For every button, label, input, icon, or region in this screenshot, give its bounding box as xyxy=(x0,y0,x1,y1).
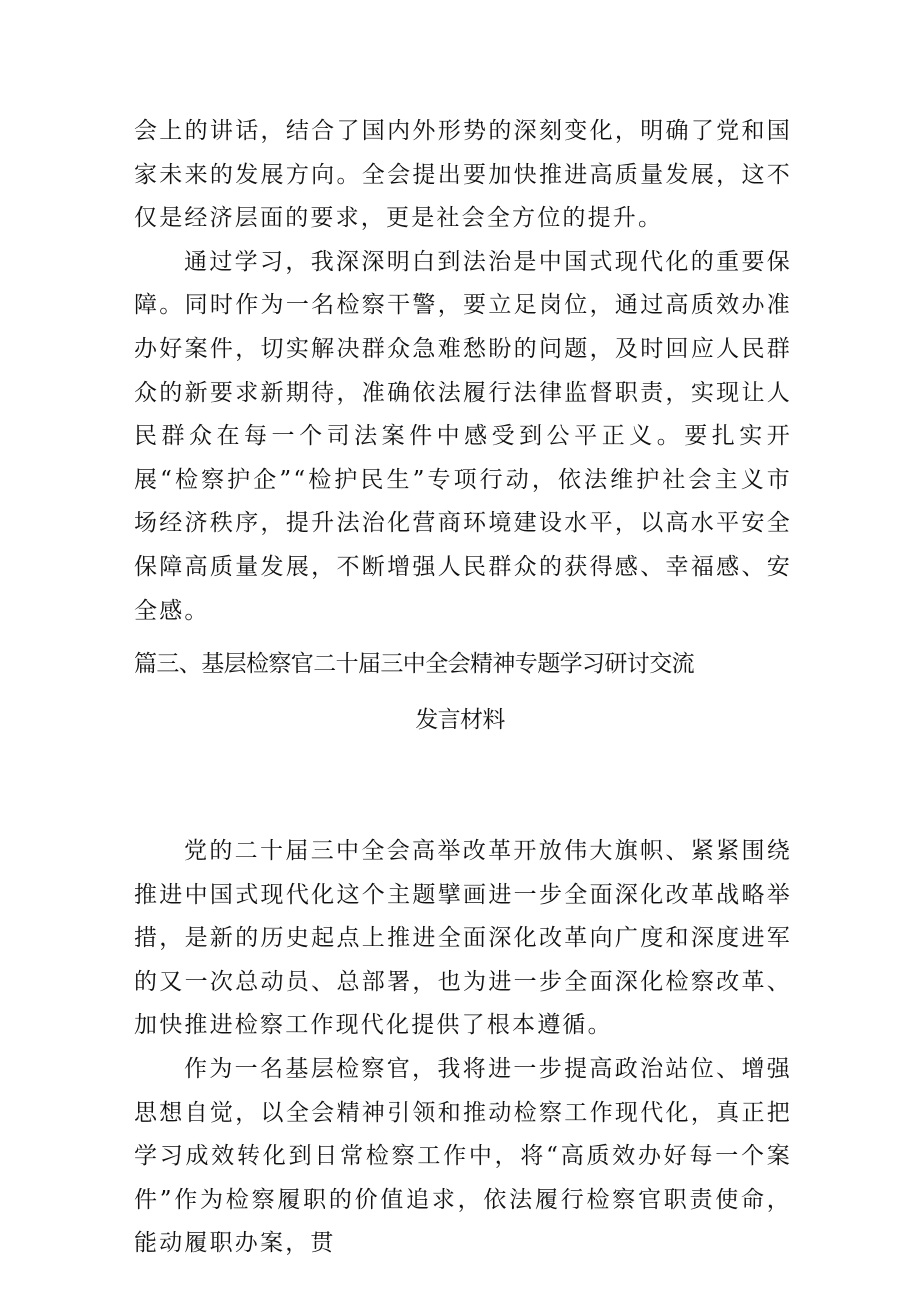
paragraph: 通过学习，我深深明白到法治是中国式现代化的重要保障。同时作为一名检察干警，要立足岗位，通过高质效办准办好案件，切实解决群众急难愁盼的问题，及时回应人民群众的新要求新期待，准确依法履行法律监督职责，实现让人民群众在每一个司法案件中感受到公平正义。要扎实开展“检察护企”“检护民生”专项行动，依法维护社会主义市场经济秩序，提升法治化营商环境建设水平，以高水平安全保障高质量发展，不断增强人民群众的获得感、幸福感、安全感。 xyxy=(134,248,792,624)
paragraph-continuation: 会上的讲话，结合了国内外形势的深刻变化，明确了党和国家未来的发展方向。全会提出要加快推进高质量发展，这不仅是经济层面的要求，更是社会全方位的提升。 xyxy=(134,118,792,232)
section-title: 篇三、基层检察官二十届三中全会精神专题学习研讨交流 xyxy=(134,651,695,677)
paragraph: 党的二十届三中全会高举改革开放伟大旗帜、紧紧围绕推进中国式现代化这个主题擘画进一步全面深化改革战略举措，是新的历史起点上推进全面深化改革向广度和深度进军的又一次总动员、总部署，也为进一步全面深化检察改革、加快推进检察工作现代化提供了根本遵循。 xyxy=(134,838,792,1039)
paragraph: 作为一名基层检察官，我将进一步提高政治站位、增强思想自觉，以全会精神引领和推动检察工作现代化，真正把学习成效转化到日常检察工作中，将“高质效办好每一个案件”作为检察履职的价值追求，依法履行检察官职责使命，能动履职办案，贯 xyxy=(134,1055,792,1257)
previous-section-text xyxy=(134,110,792,633)
section-body-text xyxy=(134,830,792,1266)
section-subtitle: 发言材料 xyxy=(415,707,505,733)
